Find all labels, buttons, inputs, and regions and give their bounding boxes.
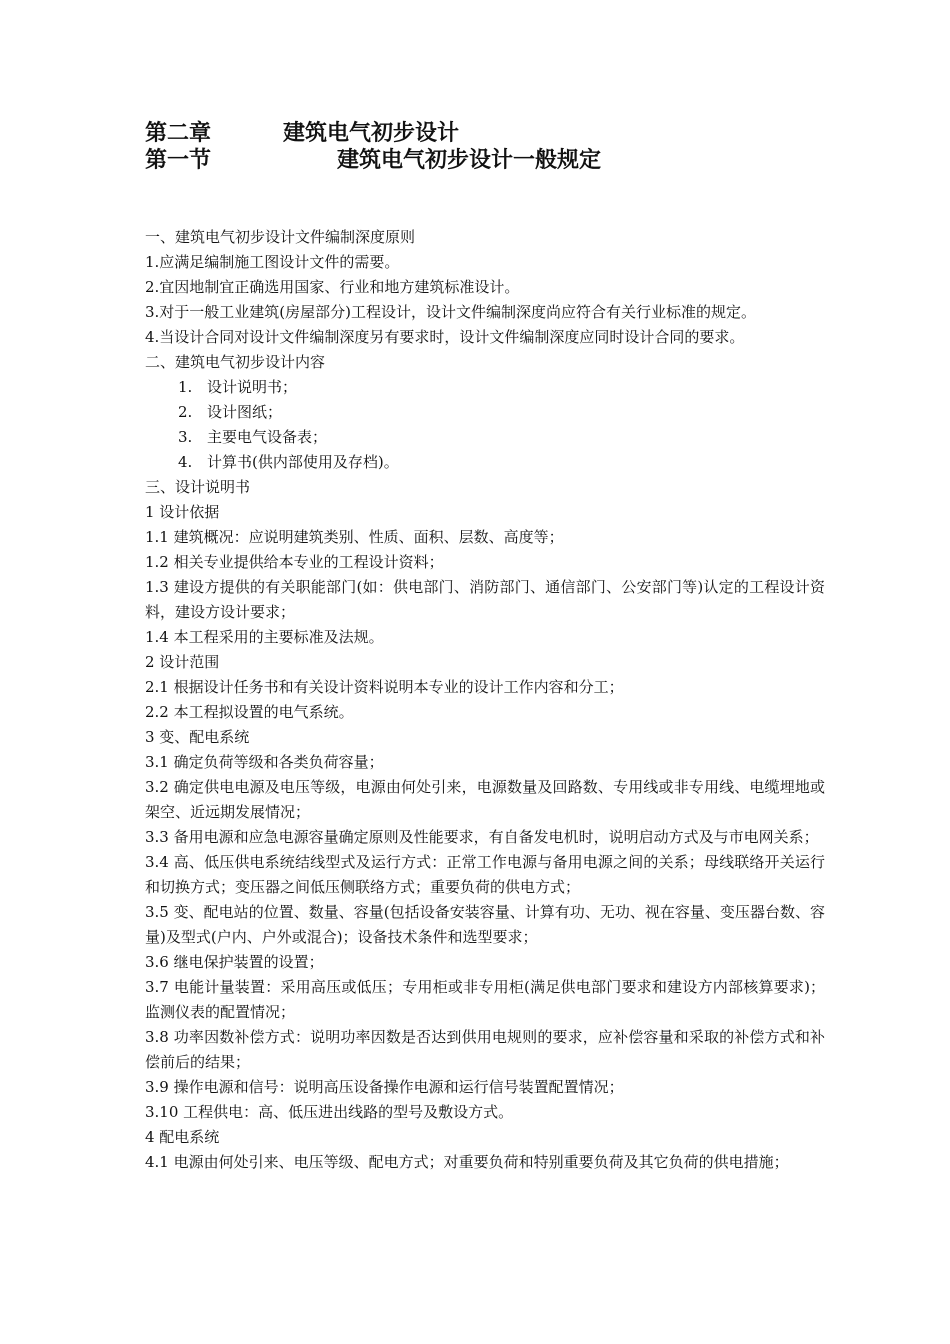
chapter-heading: [145, 120, 825, 147]
document-page: [145, 120, 825, 1175]
paragraph-line: 2.2 本工程拟设置的电气系统。: [145, 703, 354, 721]
paragraph-line: 3.5 变、配电站的位置、数量、容量(包括设备安装容量、计算有功、无功、视在容量、变压器台数、容量)及型式(户内、户外或混合)；设备技术条件和选型要求；: [145, 903, 825, 946]
paragraph-line: 3.3 备用电源和应急电源容量确定原则及性能要求，有自备发电机时，说明启动方式及与市电网关系；: [145, 828, 819, 846]
paragraph-line: 3.4 高、低压供电系统结线型式及运行方式：正常工作电源与备用电源之间的关系；母线联络开关运行和切换方式；变压器之间低压侧联络方式；重要负荷的供电方式；: [145, 853, 825, 896]
list-item-text: 设计图纸；: [207, 403, 283, 421]
chapter-number: 第二章: [145, 120, 212, 146]
list-item-text: 主要电气设备表；: [207, 428, 328, 446]
list-item-number: 2.: [178, 403, 193, 421]
paragraph-line: 3 变、配电系统: [145, 728, 250, 746]
paragraph-line: 1.应满足编制施工图设计文件的需要。: [145, 253, 400, 271]
paragraph-line: 4.1 电源由何处引来、电压等级、配电方式；对重要负荷和特别重要负荷及其它负荷的供电措施；: [145, 1153, 789, 1171]
section-title: 建筑电气初步设计一般规定: [337, 147, 602, 173]
part2-list: [145, 375, 825, 475]
part2-heading: 二、建筑电气初步设计内容: [145, 353, 326, 371]
list-item-number: 3.: [178, 428, 193, 446]
paragraph-line: 3.10 工程供电：高、低压进出线路的型号及敷设方式。: [145, 1103, 514, 1121]
part3-heading: 三、设计说明书: [145, 478, 251, 496]
list-item: [145, 375, 825, 400]
paragraph-line: 1.4 本工程采用的主要标准及法规。: [145, 628, 384, 646]
paragraph-line: 3.对于一般工业建筑(房屋部分)工程设计，设计文件编制深度尚应符合有关行业标准的规定。: [145, 303, 757, 321]
list-item-number: 1.: [178, 378, 193, 396]
part3-list: [145, 500, 825, 1175]
list-item: [145, 425, 825, 450]
chapter-title: 建筑电气初步设计: [283, 120, 460, 146]
list-item-text: 计算书(供内部使用及存档)。: [207, 453, 399, 471]
paragraph-line: 3.8 功率因数补偿方式：说明功率因数是否达到供用电规则的要求，应补偿容量和采取的补偿方式和补偿前后的结果；: [145, 1028, 825, 1071]
section-number: 第一节: [145, 147, 212, 173]
paragraph-line: 3.7 电能计量装置：采用高压或低压；专用柜或非专用柜(满足供电部门要求和建设方内部核算要求)；监测仪表的配置情况；: [145, 978, 825, 1021]
document-body: [145, 225, 825, 1175]
part1-heading: 一、建筑电气初步设计文件编制深度原则: [145, 228, 416, 246]
paragraph-line: 4 配电系统: [145, 1128, 220, 1146]
paragraph-line: 1.3 建设方提供的有关职能部门(如：供电部门、消防部门、通信部门、公安部门等)认定的工程设计资料，建设方设计要求；: [145, 578, 825, 621]
section-heading: [145, 147, 825, 174]
paragraph-line: 3.2 确定供电电源及电压等级，电源由何处引来，电源数量及回路数、专用线或非专用线、电缆埋地或架空、近远期发展情况；: [145, 778, 825, 821]
paragraph-line: 1 设计依据: [145, 503, 220, 521]
paragraph-line: 1.1 建筑概况：应说明建筑类别、性质、面积、层数、高度等；: [145, 528, 564, 546]
paragraph-line: 2 设计范围: [145, 653, 220, 671]
paragraph-line: 2.1 根据设计任务书和有关设计资料说明本专业的设计工作内容和分工；: [145, 678, 624, 696]
paragraph-line: 3.1 确定负荷等级和各类负荷容量；: [145, 753, 384, 771]
paragraph-line: 3.9 操作电源和信号：说明高压设备操作电源和运行信号装置配置情况；: [145, 1078, 624, 1096]
paragraph-line: 4.当设计合同对设计文件编制深度另有要求时，设计文件编制深度应同时设计合同的要求。: [145, 328, 745, 346]
list-item-number: 4.: [178, 453, 193, 471]
part1-list: [145, 250, 825, 350]
paragraph-line: 1.2 相关专业提供给本专业的工程设计资料；: [145, 553, 444, 571]
paragraph-line: 3.6 继电保护装置的设置；: [145, 953, 324, 971]
list-item: [145, 450, 825, 475]
paragraph-line: 2.宜因地制宜正确选用国家、行业和地方建筑标准设计。: [145, 278, 520, 296]
list-item-text: 设计说明书；: [207, 378, 298, 396]
list-item: [145, 400, 825, 425]
